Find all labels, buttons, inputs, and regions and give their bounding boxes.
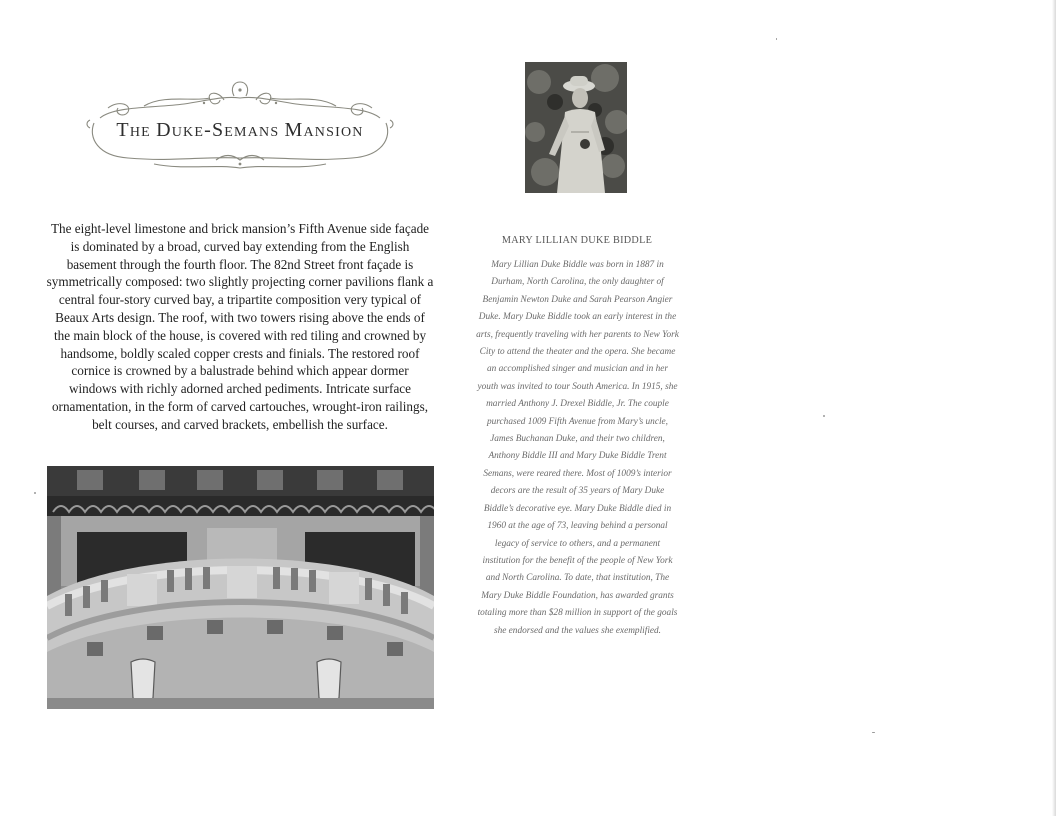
scan-speck	[872, 732, 875, 733]
bio-text: Mary Lillian Duke Biddle was born in 1887 in Durham, North Carolina, the only daughter of Benjamin Newton Duke and Sarah Pearson Angier Duke. Mary Duke Biddle took an early interest in the arts, frequently traveling with her parents to New York City to attend the theater and the opera. She became an accomplished singer and musician and in her youth was invited to tour South America. In 1915, she married Anthony J. Drexel Biddle, Jr. The couple purchased 1009 Fifth Avenue from Mary’s uncle, James Buchanan Duke, and their two children, Anthony Biddle III and Mary Duke Biddle Trent Semans, were reared there. Most of 1009’s interior decors are the result of 35 years of Mary Duke Biddle’s decorative eye. Mary Duke Biddle died in 1960 at the age of 73, leaving behind a personal legacy of service to others, and a permanent institution for the benefit of the people of New York and North Carolina. To date, that institution, The Mary Duke Biddle Foundation, has awarded grants totaling more than $28 million in support of the goals she endorsed and the values she exemplified.	[476, 260, 679, 636]
mansion-description: The eight-level limestone and brick mansion’s Fifth Avenue side façade is dominated by a broad, curved bay extending from the English basement through the fourth floor. The 82nd Street front façade is symmetrically composed: two slightly projecting corner pavilions flank a central four-story curved bay, a tripartite composition very typical of Beaux Arts design. The roof, with two towers rising above the ends of the main block of the house, is covered with red tiling and crowned by handsome, boldly scaled copper crests and finials. The restored roof cornice is crowned by a balustrade behind which appear dormer windows with richly adorned arched pediments. Intricate surface ornamentation, in the form of carved cartouches, wrought-iron railings, belt courses, and carved brackets, embellish the surface.	[46, 221, 434, 432]
title-banner	[84, 78, 396, 178]
title-prefix: The	[116, 119, 151, 141]
scan-speck	[823, 415, 825, 417]
bio-heading: MARY LILLIAN DUKE BIDDLE	[501, 235, 653, 246]
scan-speck	[34, 492, 36, 494]
facade-photo	[47, 466, 434, 709]
scan-speck	[776, 38, 777, 40]
portrait-photo	[525, 62, 627, 193]
scan-edge	[1052, 0, 1056, 816]
title-suffix: Mansion	[284, 119, 364, 141]
title-name: Duke-Semans	[156, 119, 280, 141]
page-title	[84, 119, 396, 142]
